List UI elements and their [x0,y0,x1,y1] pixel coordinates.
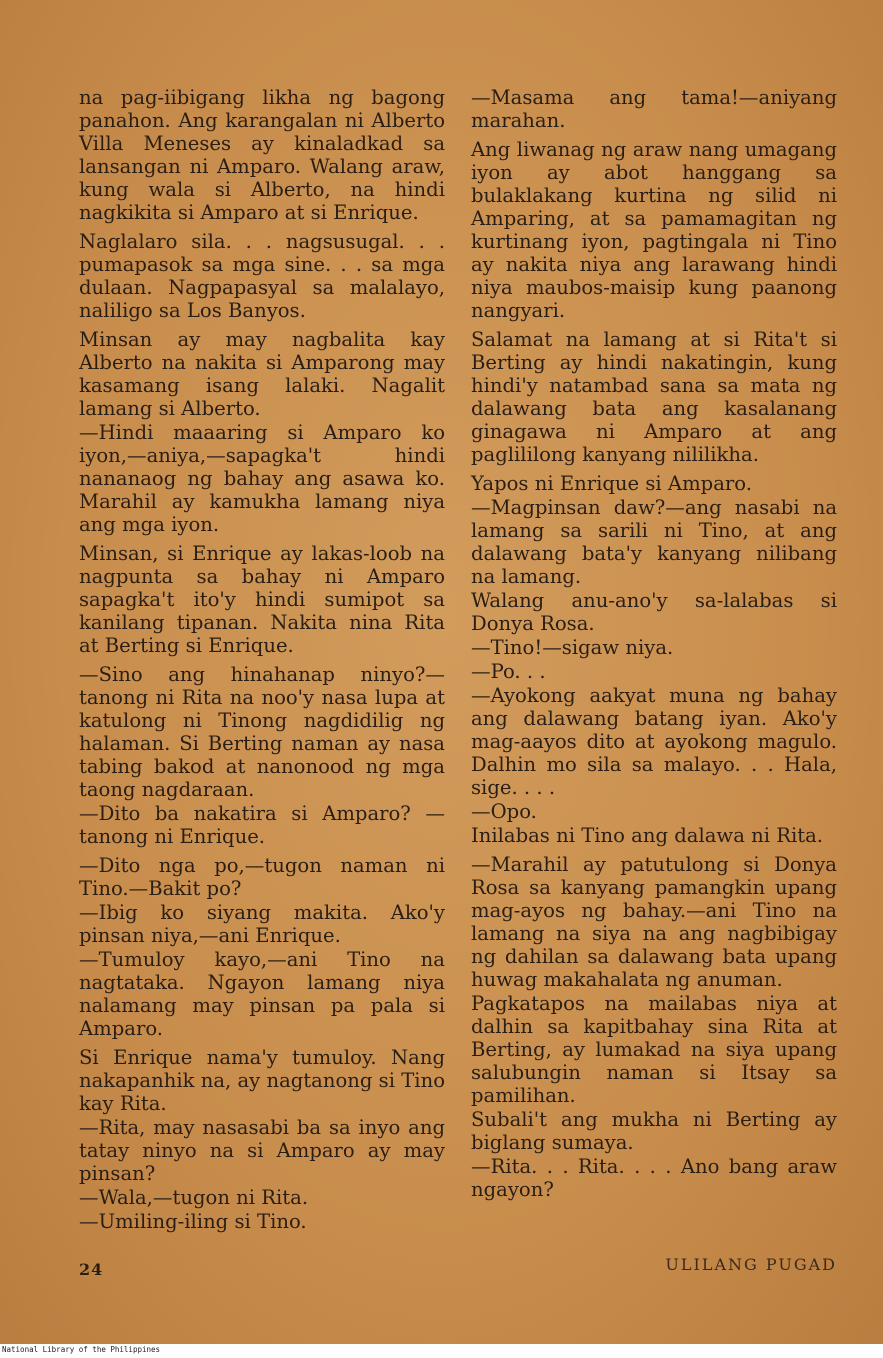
paragraph: —Ibig ko siyang makita. Ako'y pinsan niya,—ani Enrique. [79,901,445,947]
paragraph: —Rita. . . Rita. . . . Ano bang araw ngayon? [471,1155,837,1201]
page-number: 24 [79,1260,104,1279]
paragraph: Naglalaro sila. . . nagsusugal. . . pumapasok sa mga sine. . . sa mga dulaan. Nagpapasyal sa malalayo, naliligo sa Los Banyos. [79,230,445,322]
paragraph: Yapos ni Enrique si Amparo. [471,472,752,495]
right-column [471,86,837,1202]
paragraph: —Umiling-iling si Tino. [79,1210,307,1233]
paragraph: —Tumuloy kayo,—ani Tino na nagtataka. Ngayon lamang niya nalamang may pinsan pa pala si Amparo. [79,948,445,1040]
paragraph: —Opo. [471,800,537,823]
paragraph: —Dito ba nakatira si Amparo? —tanong ni Enrique. [79,802,445,848]
paragraph: —Hindi maaaring si Amparo ko iyon,—aniya,—sapagka't hindi nananaog ng bahay ang asawa ko. Marahil ay kamukha lamang niya ang mga iyon. [79,421,445,536]
paragraph: Subali't ang mukha ni Berting ay biglang sumaya. [471,1108,837,1154]
paragraph: Ang liwanag ng araw nang umagang iyon ay abot hanggang sa bulaklakang kurtina ng silid ni Amparing, at sa pamamagitan ng kurtinang iyon, pagtingala ni Tino ay nakita niya ang larawang hindi niya maubos-maisip kung paanong nangyari. [471,138,837,322]
left-column [79,86,445,1234]
paragraph: —Marahil ay patutulong si Donya Rosa sa kanyang pamangkin upang mag-ayos ng bahay.—ani Tino na lamang na siya na ang nagbibigay ng dahilan sa dalawang bata upang huwag makahalata ng anuman. [471,853,837,991]
paragraph: Pagkatapos na mailabas niya at dalhin sa kapitbahay sina Rita at Berting, ay lumakad na siya upang salubungin naman si Itsay sa pamilihan. [471,992,837,1107]
footer-strip [0,1344,883,1358]
paragraph: Walang anu-ano'y sa-lalabas si Donya Rosa. [471,589,837,635]
paragraph: Salamat na lamang at si Rita't si Berting ay hindi nakatingin, kung hindi'y natambad sana sa mata ng dalawang bata ang kasalanang ginagawa ni Amparo at ang paglililong kanyang nililikha. [471,328,837,466]
paragraph: —Rita, may nasasabi ba sa inyo ang tatay ninyo na si Amparo ay may pinsan? [79,1116,445,1185]
paragraph: Minsan ay may nagbalita kay Alberto na nakita si Amparong may kasamang isang lalaki. Nagalit lamang si Alberto. [79,328,445,420]
paragraph: Minsan, si Enrique ay lakas-loob na nagpunta sa bahay ni Amparo sapagka't ito'y hindi sumipot sa kanilang tipanan. Nakita nina Rita at Berting si Enrique. [79,542,445,657]
paragraph: Inilabas ni Tino ang dalawa ni Rita. [471,824,824,847]
running-title: ULILANG PUGAD [665,1255,837,1274]
paragraph: —Magpinsan daw?—ang nasabi na lamang sa sarili ni Tino, at ang dalawang bata'y kanyang nilibang na lamang. [471,496,837,588]
paragraph: —Masama ang tama!—aniyang marahan. [471,86,837,132]
paragraph: —Ayokong aakyat muna ng bahay ang dalawang batang iyan. Ako'y mag-aayos dito at ayokong magulo. Dalhin mo sila sa malayo. . . Hala, sige. . . . [471,684,837,799]
paragraph: —Sino ang hinahanap ninyo?—tanong ni Rita na noo'y nasa lupa at katulong ni Tinong nagdidilig ng halaman. Si Berting naman ay nasa tabing bakod at nanonood ng mga taong nagdaraan. [79,663,445,801]
paragraph: Si Enrique nama'y tumuloy. Nang nakapanhik na, ay nagtanong si Tino kay Rita. [79,1046,445,1115]
paragraph: —Tino!—sigaw niya. [471,636,674,659]
paragraph: —Wala,—tugon ni Rita. [79,1186,309,1209]
footer-credit: National Library of the Philippines [2,1345,161,1354]
paragraph: —Po. . . [471,660,546,683]
paragraph: —Dito nga po,—tugon naman ni Tino.—Bakit po? [79,854,445,900]
paragraph: na pag-iibigang likha ng bagong panahon. Ang karangalan ni Alberto Villa Meneses ay kinaladkad sa lansangan ni Amparo. Walang araw, kung wala si Alberto, na hindi nagkikita si Amparo at si Enrique. [79,86,445,224]
